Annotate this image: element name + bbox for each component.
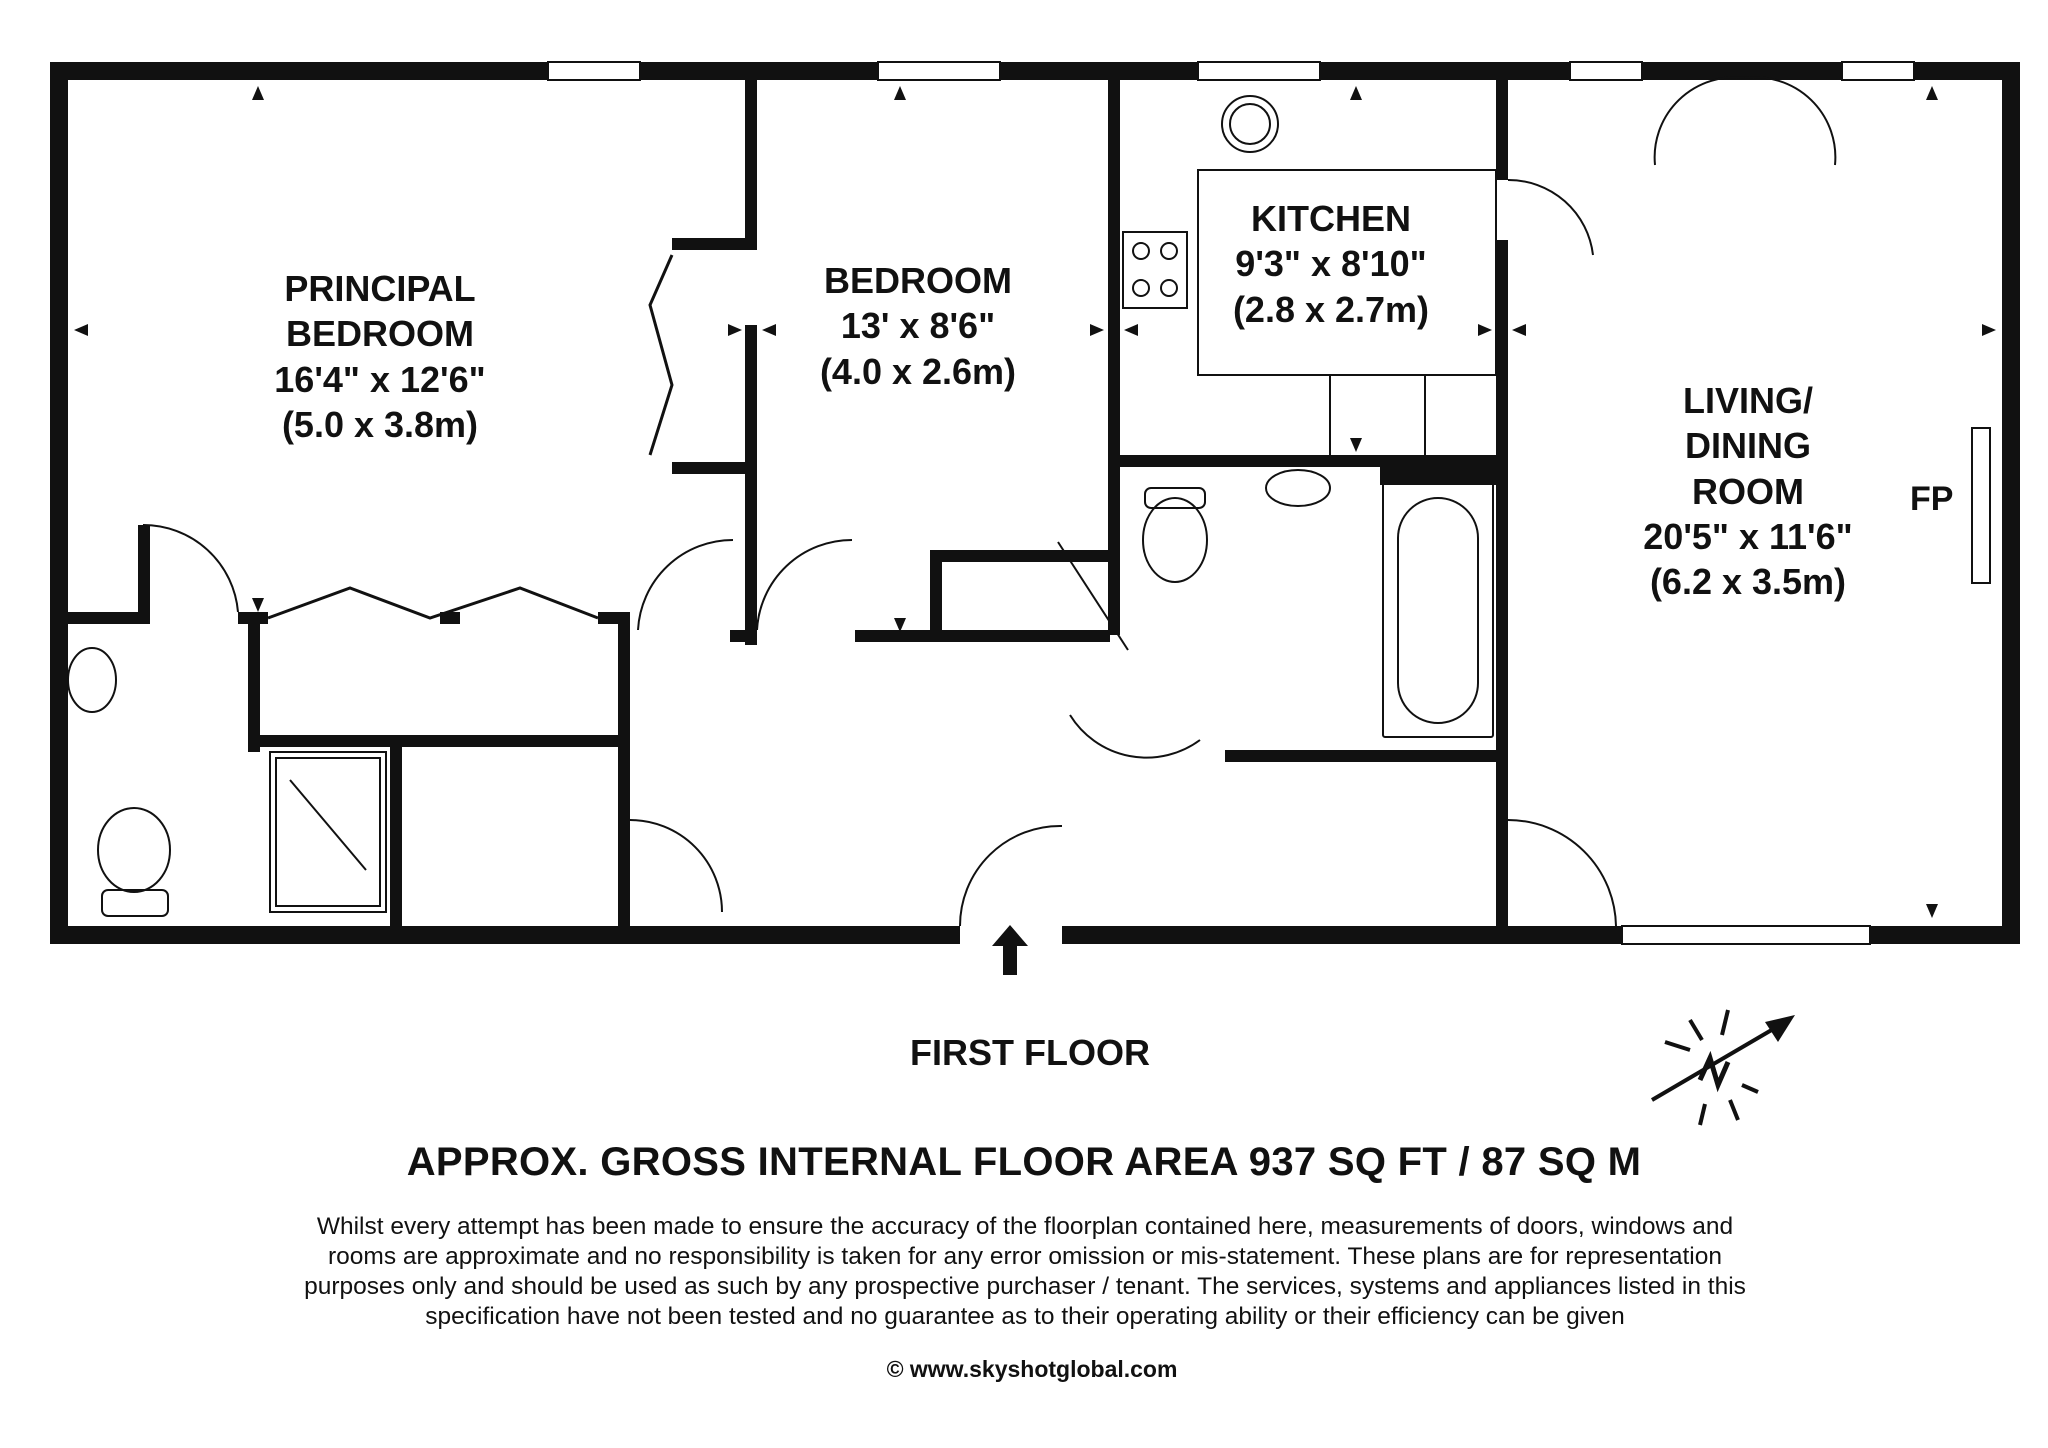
room-name: BEDROOM bbox=[823, 260, 1012, 301]
room-label-principal-bedroom bbox=[274, 266, 485, 447]
room-size-metric: (5.0 x 3.8m) bbox=[281, 404, 479, 446]
room-size-metric: (2.8 x 2.7m) bbox=[1232, 288, 1430, 330]
room-label-bedroom bbox=[820, 258, 1016, 394]
room-name-line2: DINING bbox=[1685, 425, 1811, 467]
disclaimer-line: rooms are approximate and no responsibility is taken for any error omission or mis-statement. These plans are for representation bbox=[328, 1243, 1722, 1271]
room-size-imperial: 20'5" x 11'6" bbox=[1643, 516, 1853, 558]
room-name-line1: PRINCIPAL bbox=[284, 268, 476, 309]
room-label-living-dining bbox=[1643, 378, 1852, 605]
copyright-link[interactable]: © www.skyshotglobal.com bbox=[886, 1356, 1178, 1382]
room-name-line2: BEDROOM bbox=[285, 313, 474, 355]
floor-title: FIRST FLOOR bbox=[910, 1032, 1150, 1073]
room-name-line3: ROOM bbox=[1692, 470, 1804, 512]
room-label-kitchen bbox=[1233, 196, 1429, 332]
room-name: KITCHEN bbox=[1250, 198, 1411, 239]
disclaimer-line: Whilst every attempt has been made to ensure the accuracy of the floorplan contained here, measurements of doors, windows and bbox=[316, 1213, 1734, 1240]
disclaimer-text bbox=[280, 1212, 1770, 1333]
entrance-arrow-icon bbox=[992, 925, 1028, 975]
floor-area-text: APPROX. GROSS INTERNAL FLOOR AREA 937 SQ FT / 87 SQ M bbox=[406, 1140, 1642, 1184]
room-size-metric: (6.2 x 3.5m) bbox=[1649, 561, 1847, 603]
room-size-metric: (4.0 x 2.6m) bbox=[819, 350, 1017, 392]
room-size-imperial: 16'4" x 12'6" bbox=[274, 358, 486, 400]
room-size-imperial: 13' x 8'6" bbox=[840, 305, 996, 347]
disclaimer-line: specification have not been tested and no guarantee as to their operating ability or their efficiency can be given bbox=[425, 1303, 1625, 1331]
disclaimer-line: purposes only and should be used as such by any prospective purchaser / tenant. The services, systems and appliances listed in this bbox=[304, 1273, 1746, 1301]
north-arrow-icon bbox=[1652, 1010, 1795, 1125]
room-name-line1: LIVING/ bbox=[1682, 380, 1813, 421]
room-size-imperial: 9'3" x 8'10" bbox=[1235, 243, 1427, 285]
fireplace-label: FP bbox=[1910, 480, 1954, 518]
